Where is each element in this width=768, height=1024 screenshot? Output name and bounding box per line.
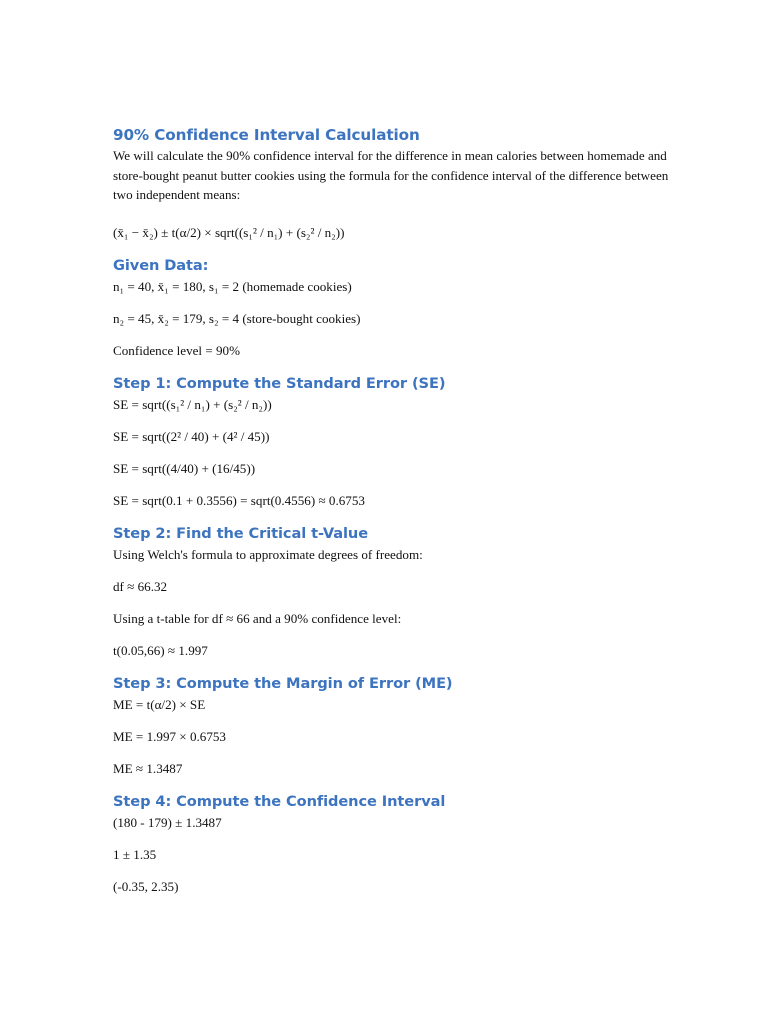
step1-line-3: SE = sqrt((4/40) + (16/45))	[113, 460, 256, 476]
given-line-2: n₂ = 45, x̄₂ = 179, s₂ = 4 (store-bought cookies)	[113, 310, 361, 326]
step2-line-3: Using a t-table for df ≈ 66 and a 90% confidence level:	[113, 610, 402, 626]
step1-line-2: SE = sqrt((2² / 40) + (4² / 45))	[113, 428, 270, 444]
step2-heading: Step 2: Find the Critical t-Value	[113, 524, 368, 542]
step1-line-4: SE = sqrt(0.1 + 0.3556) = sqrt(0.4556) ≈ 0.6753	[113, 492, 365, 508]
page-title: 90% Confidence Interval Calculation	[113, 126, 420, 144]
step1-heading: Step 1: Compute the Standard Error (SE)	[113, 374, 446, 392]
step1-line-1: SE = sqrt((s₁² / n₁) + (s₂² / n₂))	[113, 396, 272, 412]
step4-line-3: (-0.35, 2.35)	[113, 878, 179, 894]
formula: (x̄₁ − x̄₂) ± t(α/2) × sqrt((s₁² / n₁) + (s₂² / n₂))	[113, 224, 345, 240]
step4-heading: Step 4: Compute the Confidence Interval	[113, 792, 446, 810]
step4-line-2: 1 ± 1.35	[113, 846, 157, 862]
given-data-heading: Given Data:	[113, 256, 209, 274]
step3-line-1: ME = t(α/2) × SE	[113, 696, 206, 712]
given-line-3: Confidence level = 90%	[113, 342, 241, 358]
step3-heading: Step 3: Compute the Margin of Error (ME)	[113, 674, 453, 692]
document-page	[113, 124, 673, 897]
step2-line-4: t(0.05,66) ≈ 1.997	[113, 642, 208, 658]
step3-line-2: ME = 1.997 × 0.6753	[113, 728, 226, 744]
given-line-1: n₁ = 40, x̄₁ = 180, s₁ = 2 (homemade cookies)	[113, 278, 352, 294]
step4-line-1: (180 - 179) ± 1.3487	[113, 814, 222, 830]
step2-line-1: Using Welch's formula to approximate degrees of freedom:	[113, 546, 423, 562]
step3-line-3: ME ≈ 1.3487	[113, 760, 183, 776]
step2-line-2: df ≈ 66.32	[113, 578, 168, 594]
intro-paragraph: We will calculate the 90% confidence interval for the difference in mean calories between homemade and store-bought peanut butter cookies using the formula for the confidence interval of the difference between two independent means:	[113, 148, 669, 203]
